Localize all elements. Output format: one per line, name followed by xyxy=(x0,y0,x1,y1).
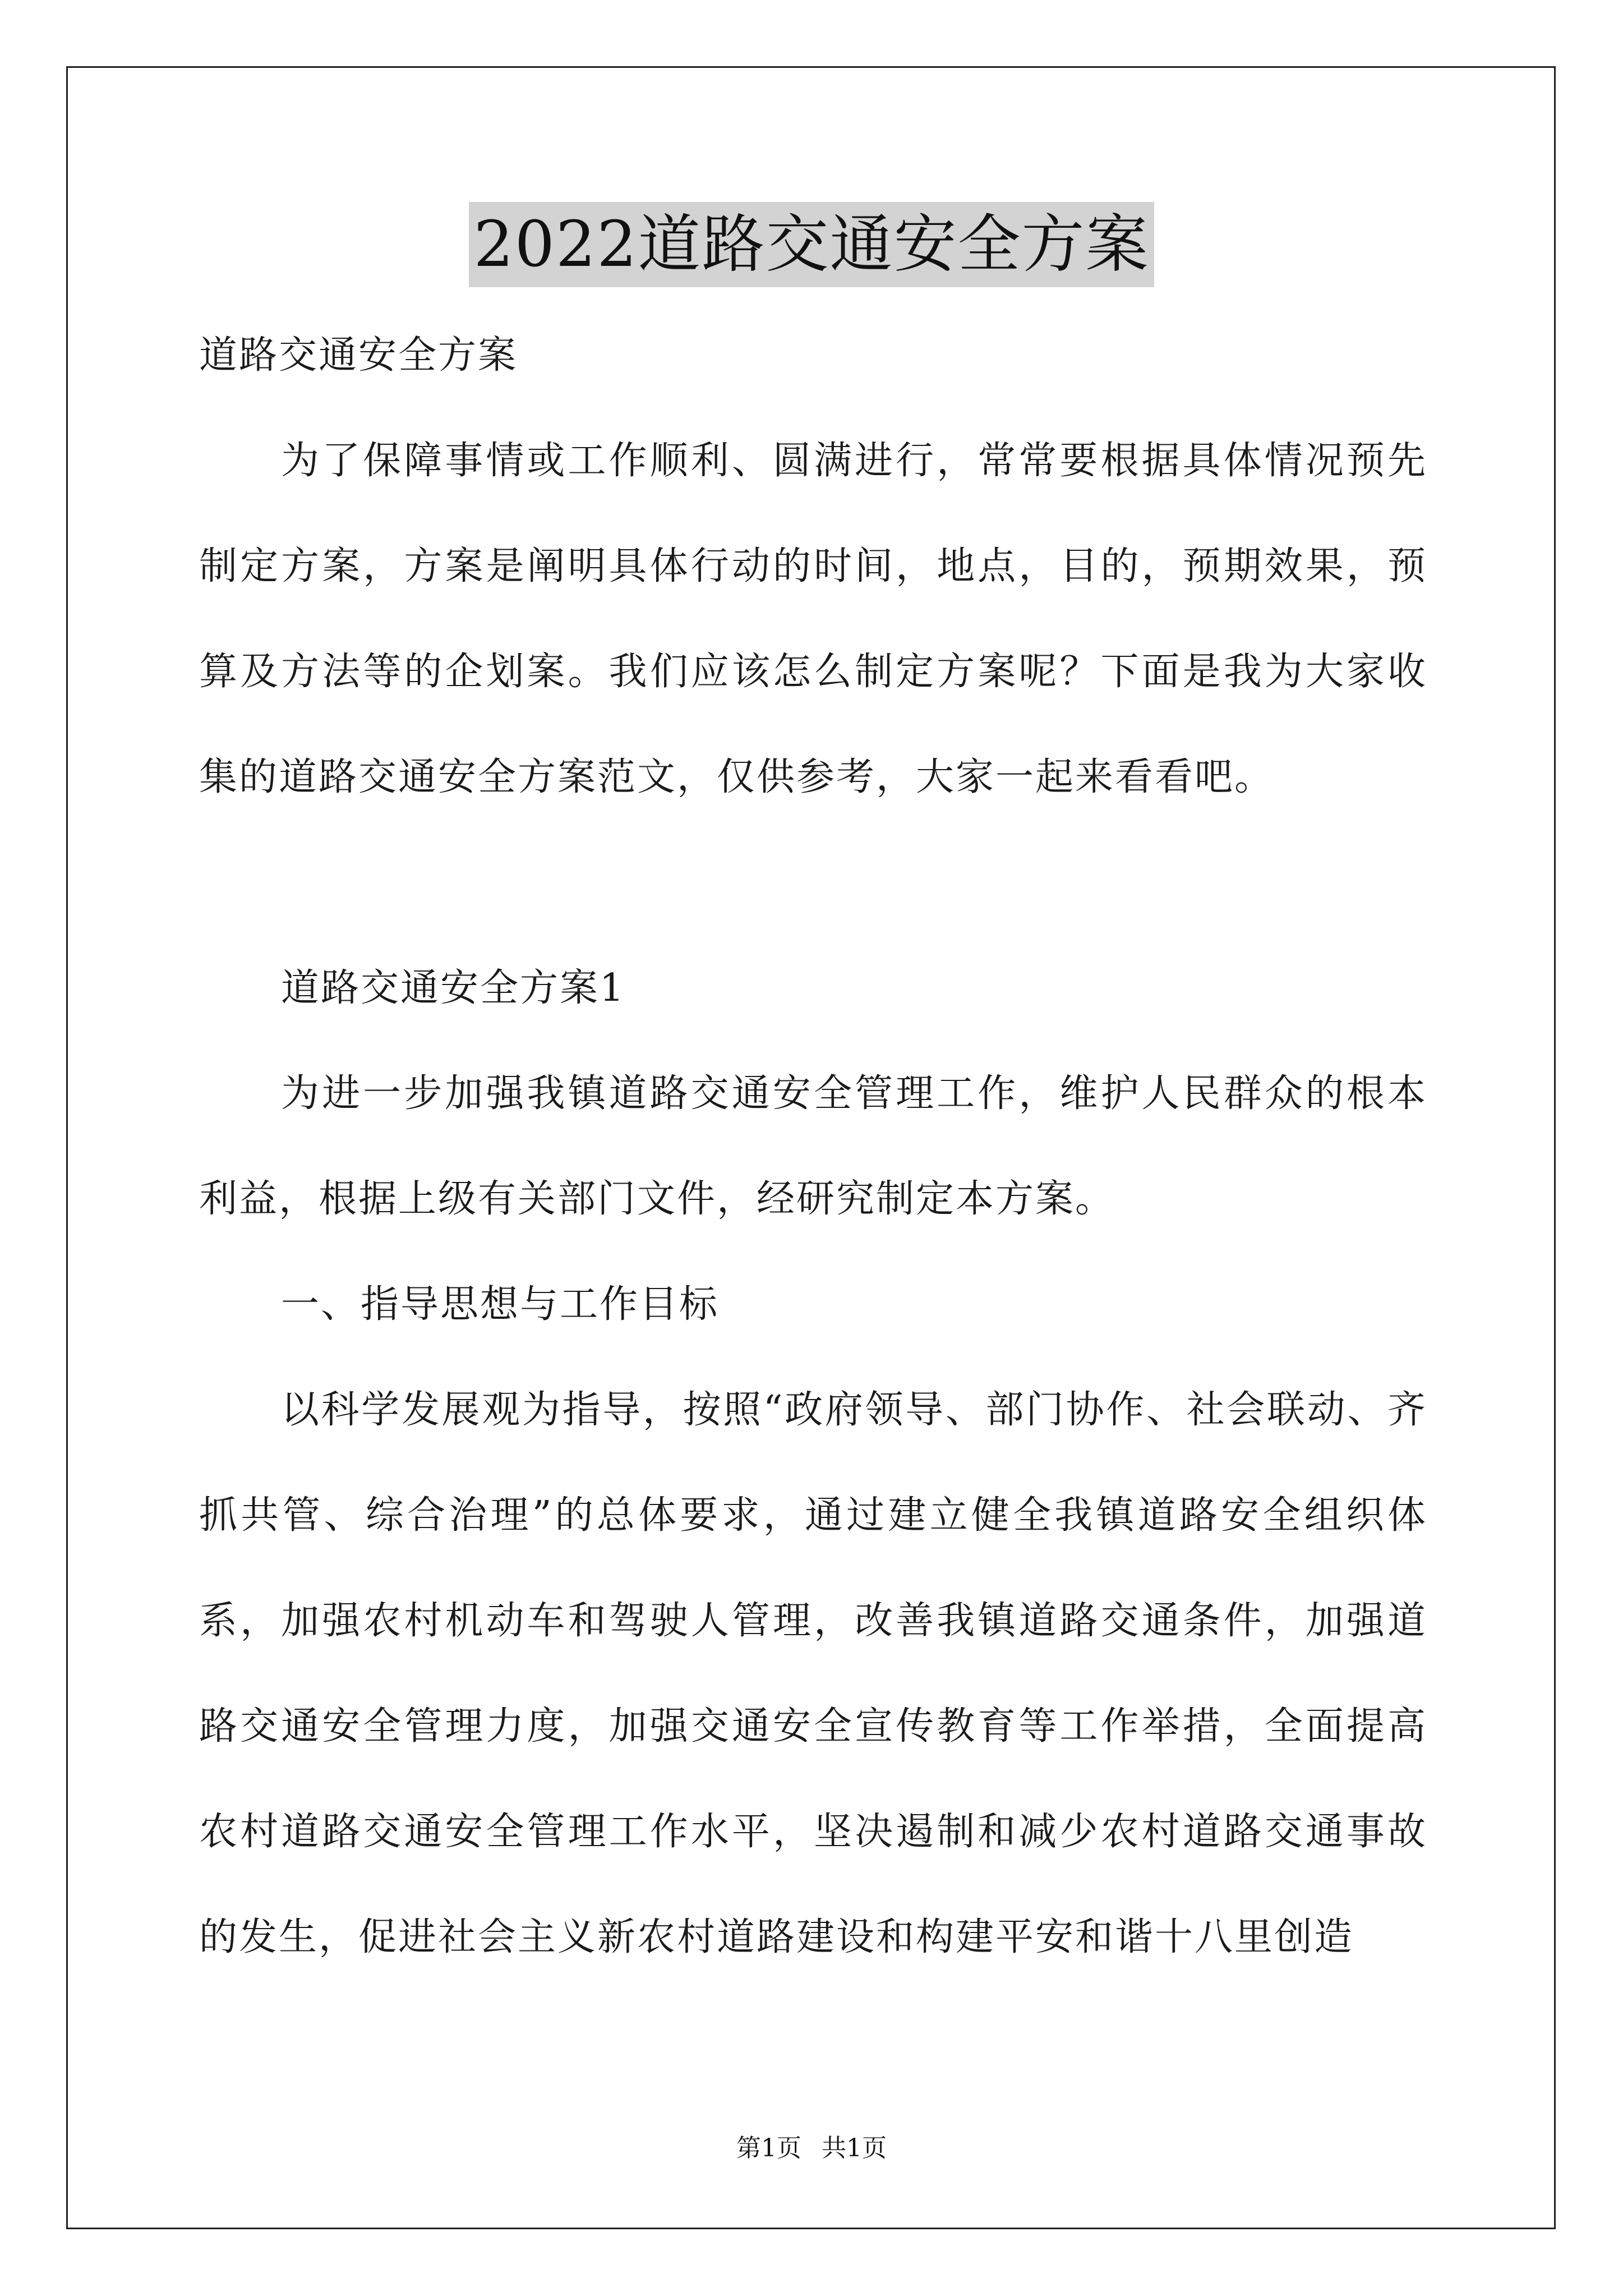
document-body xyxy=(199,303,1427,1990)
document-title: 2022道路交通安全方案 xyxy=(469,202,1154,287)
page-footer xyxy=(0,2132,1623,2165)
paragraph-spacer xyxy=(199,830,1427,936)
section-heading: 道路交通安全方案1 xyxy=(281,966,626,1010)
body-paragraph: 为进一步加强我镇道路交通安全管理工作，维护人民群众的根本利益，根据上级有关部门文件，经研究制定本方案。 xyxy=(199,1071,1427,1221)
page-number: 第1页 xyxy=(736,2134,801,2162)
title-container xyxy=(0,202,1623,287)
body-paragraph: 以科学发展观为指导，按照“政府领导、部门协作、社会联动、齐抓共管、综合治理”的总体要求，通过建立健全我镇道路安全组织体系，加强农村机动车和驾驶人管理，改善我镇道路交通条件，加强道路交通安全管理力度，加强交通安全宣传教育等工作举措，全面提高农村道路交通安全管理工作水平，坚决遏制和减少农村道路交通事故的发生，促进社会主义新农村道路建设和构建平安和谐十八里创造 xyxy=(199,1388,1427,1959)
page-total: 共1页 xyxy=(822,2134,887,2162)
section-subheading: 一、指导思想与工作目标 xyxy=(281,1282,720,1327)
subtitle-paragraph: 道路交通安全方案 xyxy=(199,333,518,378)
intro-paragraph: 为了保障事情或工作顺利、圆满进行，常常要根据具体情况预先制定方案，方案是阐明具体行动的时间，地点，目的，预期效果，预算及方法等的企划案。我们应该怎么制定方案呢？下面是我为大家收集的道路交通安全方案范文，仅供参考，大家一起来看看吧。 xyxy=(199,439,1427,799)
